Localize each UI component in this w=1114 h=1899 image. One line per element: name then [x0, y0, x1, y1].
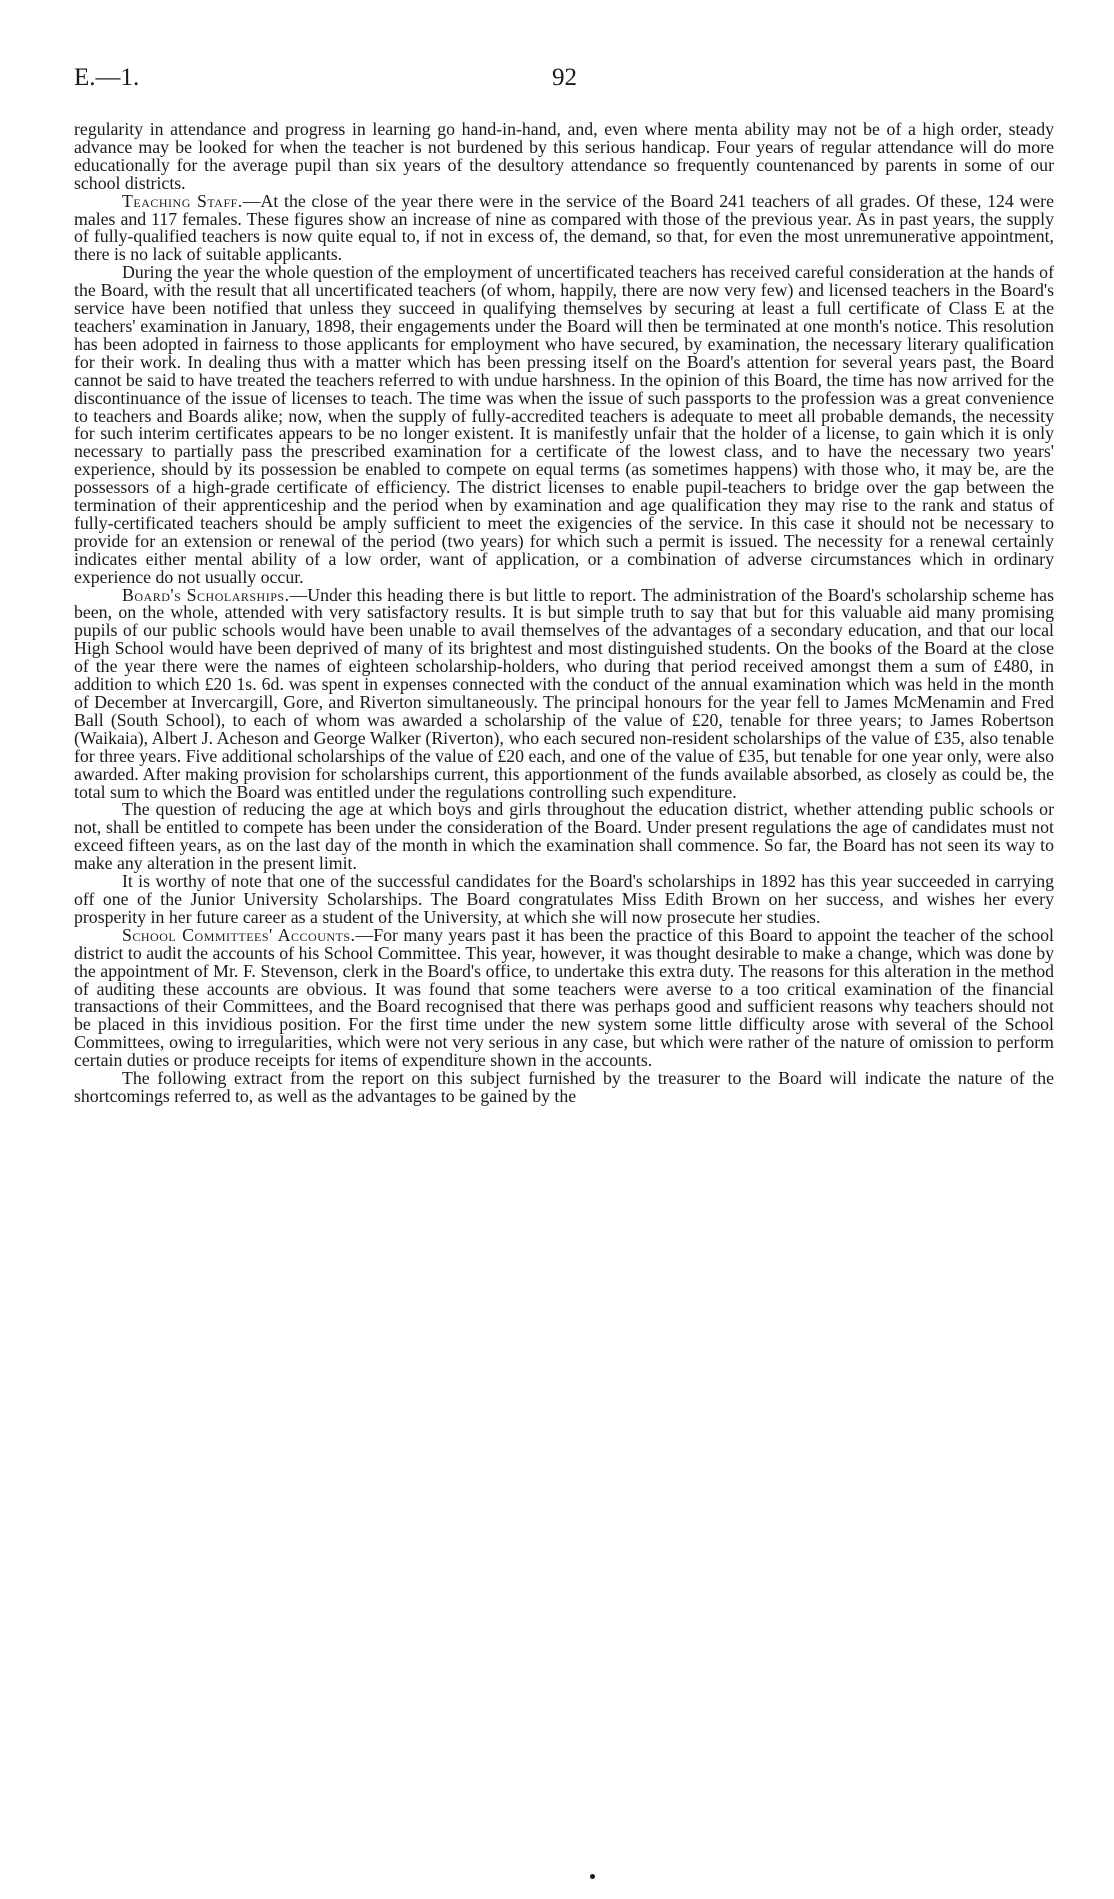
paragraph-text: The question of reducing the age at which boys and girls throughout the education district, whether attending public schools or not, shall be entitled to compete has been under the consideration of the Board. Under present regulations the age of candidates must not exceed fifteen years, as on the last day of the month in which the examination shall commence. So far, the Board has not seen its way to make any alteration in the present limit.: [74, 799, 1054, 874]
paragraph-teaching-staff: [74, 190, 1054, 265]
body-text: [74, 121, 1054, 1106]
section-heading-school-committees-accounts: School Committees' Accounts.: [122, 924, 356, 945]
paragraph-text: The following extract from the report on this subject furnished by the treasurer to the Board will indicate the nature of the shortcomings referred to, as well as the advantages to be gained by the: [74, 1068, 1054, 1106]
paragraph-text: It is worthy of note that one of the successful candidates for the Board's scholarships in 1892 has this year succeeded in carrying off one of the Junior University Scholarships. The Board congratulates Miss Edith Brown on her success, and wishes her every prosperity in her future career as a student of the University, at which she will now prosecute her studies.: [74, 871, 1054, 927]
paragraph-continuation: [74, 121, 1054, 193]
section-heading-teaching-staff: Teaching Staff.: [122, 190, 243, 211]
page-number: 92: [552, 64, 577, 91]
section-heading-boards-scholarships: Board's Scholarships.: [122, 584, 290, 605]
paragraph-text: regularity in attendance and progress in learning go hand-in-hand, and, even where menta ability may not be of a high order, steady advance may be looked for when the teacher is not burdened by this serious handicap. Four years of regular attendance will do more educationally for the average pupil than six years of the desultory attendance so frequently countenanced by parents in some of our school districts.: [74, 119, 1054, 193]
document-reference: E.—1.: [74, 64, 140, 91]
paragraph-text: —Under this heading there is but little to report. The administration of the Board's scholarship scheme has been, on the whole, attended with very satisfactory results. It is but simple truth to say that but for this valuable aid many promising pupils of our public schools would have been unable to avail themselves of the advantages of a secondary education, and that our local High School would have been deprived of many of its brightest and most distinguished students. On the books of the Board at the close of the year there were the names of eighteen scholarship-holders, who during that period received amongst them a sum of £480, in addition to which £20 1s. 6d. was spent in expenses connected with the conduct of the annual examination which was held in the month of December at Invercargill, Gore, and Riverton simultaneously. The principal honours for the year fell to James McMenamin and Fred Ball (South School), to each of whom was awarded a scholarship of the value of £20, tenable for three years; to James Robertson (Waikaia), Albert J. Acheson and George Walker (Riverton), who each secured non-resident scholarships of the value of £35, also tenable for three years. Five additional scholarships of the value of £20 each, and one of the value of £35, but tenable for one year only, were also awarded. After making provision for scholarships current, this apportionment of the funds available absorbed, as closely as could be, the total sum to which the Board was entitled under the regulations controlling such expenditure.: [74, 584, 1054, 802]
paragraph-text: —At the close of the year there were in the service of the Board 241 teachers of all grades. Of these, 124 were males and 117 females. These figures show an increase of nine as compared with those of the previous year. As in past years, the supply of fully-qualified teachers is now quite equal to, if not in excess of, the demand, so that, for even the most unremunerative appointment, there is no lack of suitable applicants.: [74, 190, 1054, 265]
paragraph-school-committees-accounts: [74, 924, 1054, 1071]
paragraph-age-question: [74, 801, 1054, 873]
paragraph-text: During the year the whole question of the employment of uncertificated teachers has received careful consideration at the hands of the Board, with the result that all uncertificated teachers (of whom, happily, there are now very few) and licensed teachers in the Board's service have been notified that unless they succeed in qualifying themselves by securing at least a full certificate of Class E at the teachers' examination in January, 1898, their engagements under the Board will then be terminated at one month's notice. This resolution has been adopted in fairness to those applicants for employment who have secured, by examination, the necessary literary qualification for their work. In dealing thus with a matter which has been pressing itself on the Board's attention for several years past, the Board cannot be said to have treated the teachers referred to with undue harshness. In the opinion of this Board, the time has now arrived for the discontinuance of the issue of licenses to teach. The time was when the issue of such passports to the profession was a great convenience to teachers and Boards alike; now, when the supply of fully-accredited teachers is adequate to meet all probable demands, the necessity for such interim certificates appears to be no longer existent. It is manifestly unfair that the holder of a license, to gain which it is only necessary to partially pass the prescribed examination for a certificate of the lowest class, and to have the necessary two years' experience, should by its possession be enabled to compete on equal terms (as sometimes happens) with those who, it may be, are the possessors of a high-grade certificate of efficiency. The district licenses to enable pupil-teachers to bridge over the gap between the termination of their apprenticeship and the period when by examination and age qualification they may rise to the rank and status of fully-certificated teachers should be amply sufficient to meet the exigencies of the service. In this case it should not be necessary to provide for an extension or renewal of the period (two years) for which such a permit is issued. The necessity for a renewal certainly indicates either mental ability of a low order, want of application, or a combination of adverse circumstances which in ordinary experience do not usually occur.: [74, 262, 1054, 587]
paragraph-text: —For many years past it has been the practice of this Board to appoint the teacher of the school district to audit the accounts of his School Committee. This year, however, it was thought desirable to make a change, which was done by the appointment of Mr. F. Stevenson, clerk in the Board's office, to undertake this extra duty. The reasons for this alteration in the method of auditing these accounts are obvious. It was found that some teachers were averse to a too critical examination of the financial transactions of their Committees, and the Board recognised that there was perhaps good and sufficient reasons why teachers should not be placed in this invidious position. For the first time under the new system some little difficulty arose with several of the School Committees, owing to irregularities, which were not very serious in any case, but which were rather of the nature of omission to perform certain duties or produce receipts for items of expenditure shown in the accounts.: [74, 924, 1054, 1071]
paragraph-uncertificated-teachers: [74, 264, 1054, 586]
paragraph-university-scholarship: [74, 873, 1054, 927]
footer-mark: [590, 1874, 595, 1879]
paragraph-treasurer-extract: [74, 1070, 1054, 1106]
paragraph-boards-scholarships: [74, 584, 1054, 802]
page-header: [74, 64, 1040, 98]
